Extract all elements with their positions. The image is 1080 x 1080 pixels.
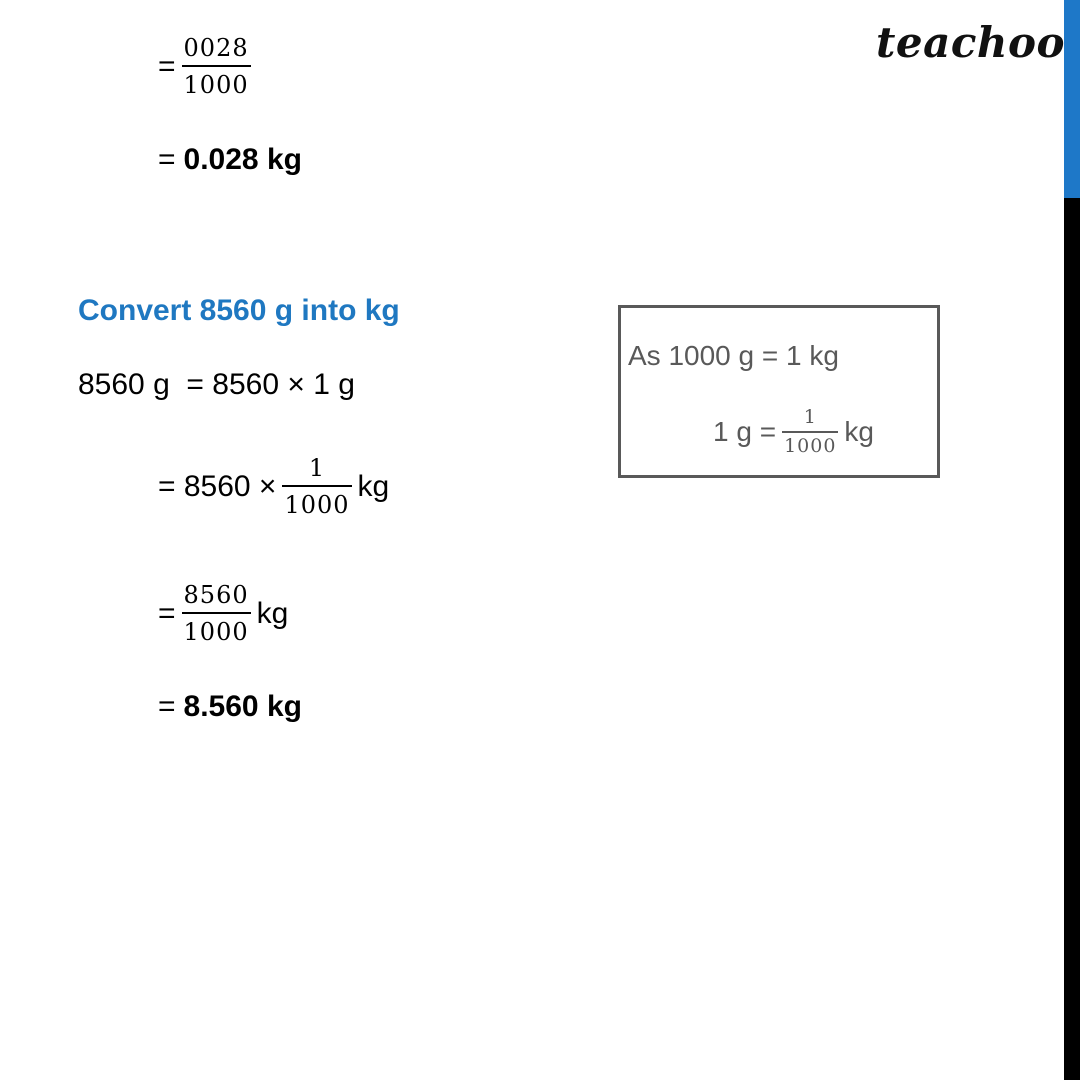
fraction-1-over-1000: [282, 456, 351, 517]
step-2-line: [158, 456, 389, 517]
note-fraction-1-over-1000: [782, 408, 838, 456]
fraction-denominator: 1000: [784, 434, 837, 457]
fraction-numerator: 0028: [183, 34, 249, 62]
note-line-2: [713, 408, 874, 456]
step-2-prefix: = 8560 ×: [158, 469, 277, 503]
equals-sign: =: [158, 596, 176, 630]
step-3-line: [158, 583, 288, 644]
fraction-numerator: 1: [803, 406, 817, 428]
fraction-numerator: 1: [308, 454, 326, 482]
step-1-line: [78, 368, 355, 402]
step-1-text: 8560 g = 8560 × 1 g: [78, 368, 355, 401]
note-line-2-unit: kg: [844, 415, 874, 447]
fraction-8560-over-1000: [182, 583, 251, 644]
result-line-0028: [158, 143, 302, 177]
result-value: 8.560 kg: [183, 690, 302, 723]
fraction-line-0028: [158, 36, 257, 97]
fraction-denominator: 1000: [284, 491, 350, 519]
section-heading: Convert 8560 g into kg: [78, 294, 400, 327]
fraction-denominator: 1000: [183, 618, 249, 646]
fraction-denominator: 1000: [183, 71, 249, 99]
equals-sign: =: [158, 690, 176, 723]
side-bar-accent: [1064, 0, 1080, 198]
equals-sign: =: [158, 143, 176, 176]
note-line-2-prefix: 1 g =: [713, 415, 777, 447]
equals-sign: =: [158, 49, 176, 83]
fraction-numerator: 8560: [183, 581, 249, 609]
teachoo-logo: teachoo: [876, 18, 1065, 67]
step-2-unit: kg: [357, 469, 390, 503]
fraction-0028-over-1000: [182, 36, 251, 97]
result-value: 0.028 kg: [183, 143, 302, 176]
note-line-1: As 1000 g = 1 kg: [628, 340, 839, 371]
result-line-8560: [158, 690, 302, 724]
step-3-unit: kg: [256, 596, 289, 630]
